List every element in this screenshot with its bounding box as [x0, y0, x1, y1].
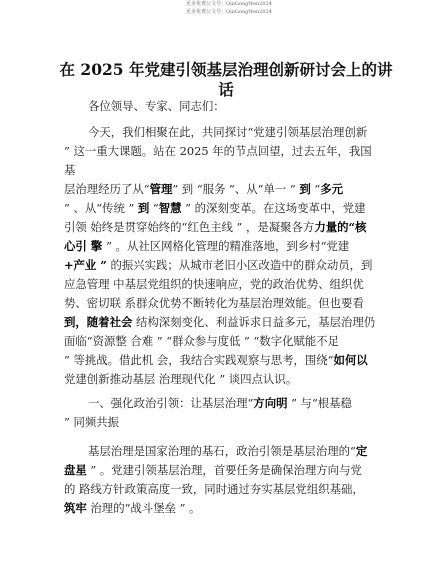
watermark-line: 更多免费公文号：QinGongWen2024 — [186, 9, 272, 15]
body-line: 层治理经历了从“管理” 到 “服务 ”、从“单一 ” 到 “多元 — [64, 182, 343, 196]
body-line: 基层治理是国家治理的基石，政治引领是基层治理的“定 — [88, 444, 368, 458]
body-line: 今天，我们相聚在此，共同探讨“党建引领基层治理创新 — [88, 125, 368, 139]
body-line: 应急管理 中基层党组织的快速响应，党的政治优势、组织优 — [64, 277, 364, 291]
body-line: 心引 擎 ” 。从社区网格化管理的精准落地，到乡村“党建 — [64, 239, 350, 253]
body-line: 筑牢 治理的“战斗堡垒 ” 。 — [64, 501, 201, 515]
title-line: 话 — [218, 80, 234, 99]
body-line: ” 这一重大课题。站在 2025 年的节点回望，过去五年，我国 — [64, 144, 372, 158]
body-line: 到，随着社会 结构深刻变化、利益诉求日益多元，基层治理仍 — [64, 315, 376, 329]
body-line: 势、密切联 系群众优势不断转化为基层治理效能。但也要看 — [64, 296, 364, 310]
body-line: 党建创新推动基层 治理现代化 ” 谈四点认识。 — [64, 372, 298, 386]
body-line: ” 等挑战。借此机 会，我结合实践观察与思考，围绕“如何以 — [64, 353, 368, 367]
body-line: 面临“资源整 合难 ” “群众参与度低 ” “数字化赋能不足 — [64, 334, 340, 348]
title-line: 在 2025 年党建引领基层治理创新研讨会上的讲 — [59, 60, 393, 79]
body-line: ” 、从“传统 ” 到 “智慧 ” 的深刻变革。在这场变革中，党建 — [64, 201, 366, 215]
salutation: 各位领导、专家、同志们： — [88, 99, 225, 113]
body-line: 的 路线方针政策高度一致，同时通过夯实基层党组织基础， — [64, 482, 364, 496]
watermark-line: 更多免费公文号：QinGongWen2024 — [186, 1, 272, 7]
document-title — [56, 60, 396, 100]
body-line: 引领 始终是贯穿始终的“红色主线 ” ，是凝聚各方力量的“核 — [64, 220, 367, 234]
section-heading-line: ” 同频共振 — [64, 415, 120, 429]
body-line: 基 — [64, 163, 76, 177]
section-heading: 一、强化政治引领：让基层治理“方向明 ” 与“根基稳 — [88, 396, 352, 410]
body-line: +产业 ” 的振兴实践；从城市老旧小区改造中的群众动员，到 — [64, 258, 373, 272]
body-line: 盘星 ” 。党建引领基层治理，首要任务是确保治理方向与党 — [64, 463, 362, 477]
